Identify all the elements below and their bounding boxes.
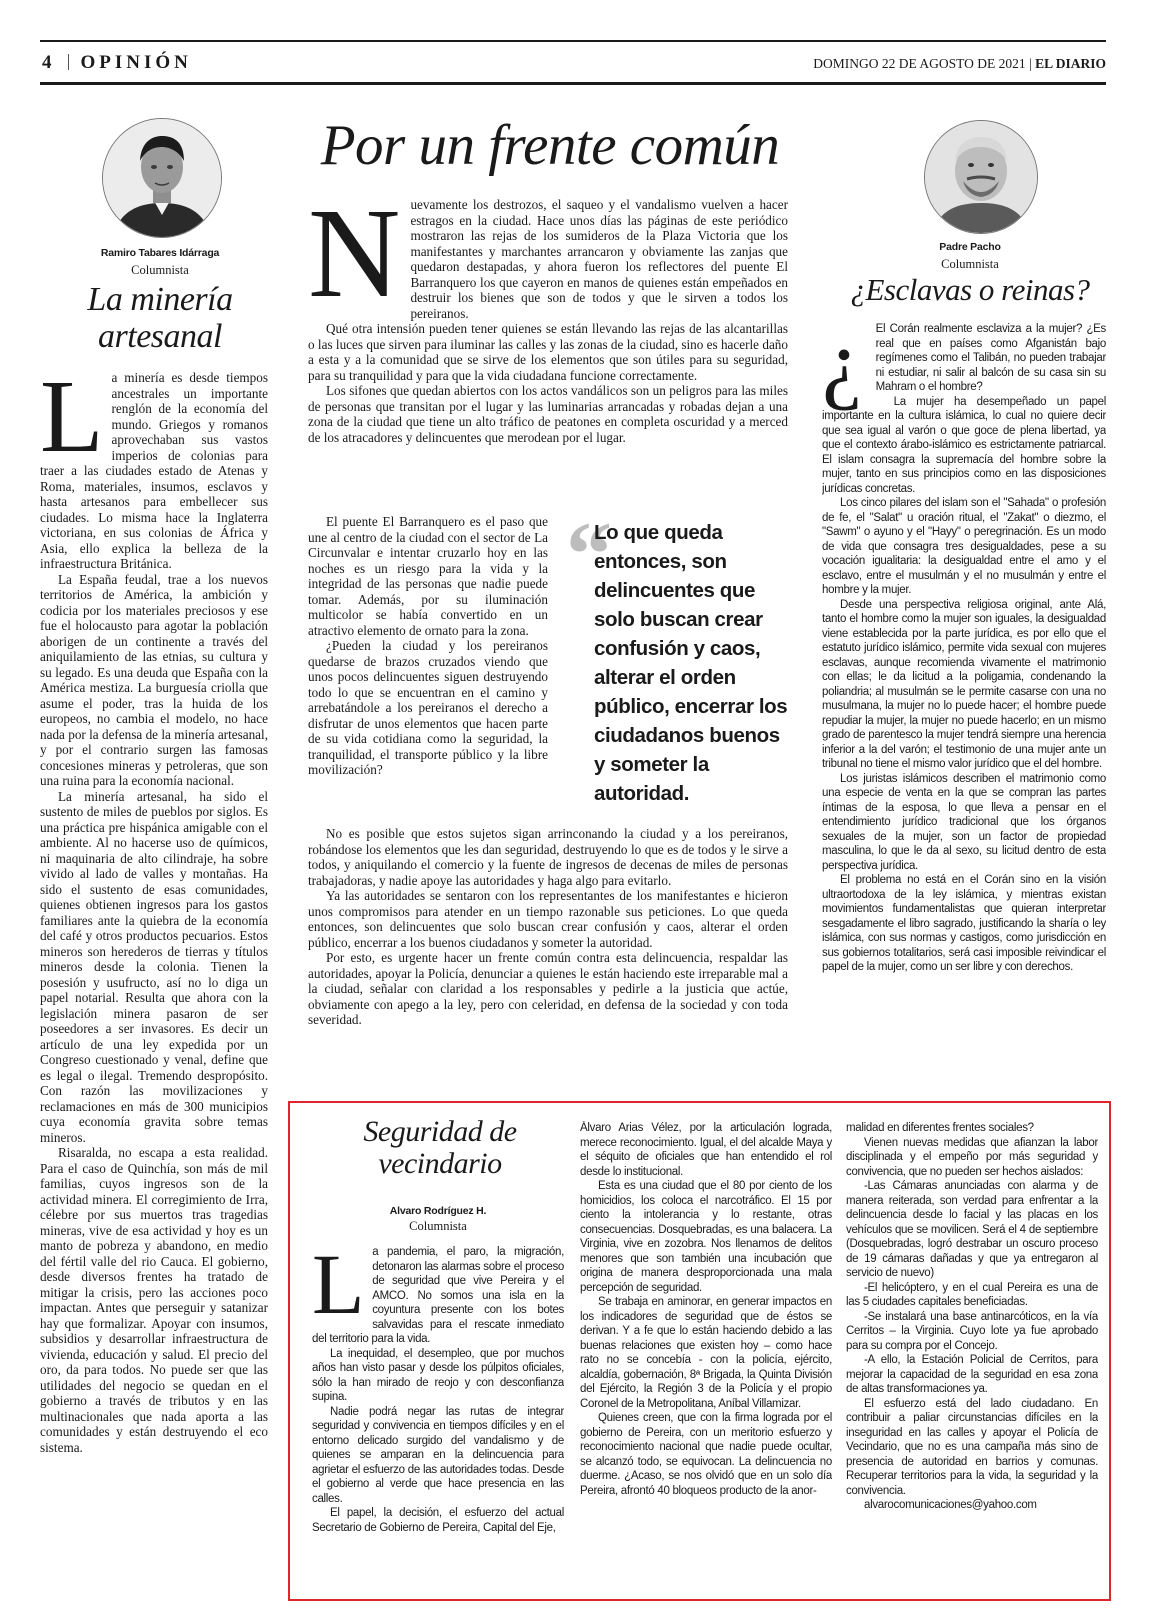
author-role-left: Columnista [131, 263, 189, 277]
paragraph: -Las Cámaras anunciadas con alarma y de manera reiterada, son verdad para enfrentar a la delincuencia desde lo facial y las placas en los vehículos que se movilicen. Será el 4 de septiembre (Dosquebradas, logró destrabar un oscuro proceso de 19 cámaras dañadas y que ya entregaron al servicio de nuevo) [846, 1180, 1098, 1279]
paragraph: El esfuerzo está del lado ciudadano. En contribuir a paliar circunstancias difíciles en la inseguridad en las calles y apoyar el Policía de Vecindario, que no es una campaña más sino de presencia de autoridad en barrios y comunas. Recuperar territorios para la vida, la seguridad y la convivencia. [846, 1397, 1098, 1497]
paragraph: uevamente los destrozos, el saqueo y el vandalismo vuelven a hacer estragos en la ciudad. Hace unos días las páginas de este periódico mostraron las rejas de los sumideros de la Plaza Victoria que los manifestantes y marchantes arrancaron y obviamente las zanjas que quedaron destapadas, y ahora fueron los reflectores del puente El Barranquero los que cayeron en manos de quienes están empeñados en destruir los bienes que son de todos y que le sirven a todos los pereiranos. [410, 197, 788, 321]
quote-mark-icon: “ [566, 503, 612, 605]
paragraph: Risaralda, no escapa a esta realidad. Para el caso de Quinchía, son más de mil familias, cuyos ingresos son de la actividad minera. El corregimiento de Irra, célebre por sus muertos tras tragedias mineras, vive de esa actividad y hoy es un manto de pobreza y abandono, en medio del fértil valle del rio Cauca. El gobierno, desde diversos frentes ha tratado de mitigar la crisis, pero las acciones poco impactan. Antes que perseguir y satanizar hay que formalizar. Apoyar con insumos, subsidios y desarrollar infraestructura de vivienda, educación y salud. El precio del oro, da para todos. No puede ser que las utilidades del negocio se quedan en el gobierno a través de tributos y en las multinacionales que nada aporta a las comunidades y están destruyendo el eco sistema. [40, 1145, 268, 1455]
paragraph: a minería es desde tiempos ancestrales un importante renglón de la economía del mundo. Griegos y romanos aprovechaban sus vastos imperios de colonias para traer a las ciudades estado de Atenas y Roma, materiales, insumos, esclavos y hasta artesanos para embellecer sus ciudades. Lo misma hace la Inglaterra victoriana, en sus colonias de África y Asia, ello explica la belleza de la infraestructura Británica. [40, 370, 268, 571]
author-name-right: Padre Pacho [939, 241, 1001, 253]
paragraph: El Corán realmente esclaviza a la mujer? ¿Es real que en países como Afganistán bajo regímenes como el Talibán, no pueden trabajar ni estudiar, ni salir al balcón de su casa sin su Mahram o el hombre? [875, 323, 1106, 393]
article-body-center-bottom [308, 826, 788, 1096]
page-header-right: DOMINGO 22 DE AGOSTO DE 2021 | EL DIARIO [813, 56, 1106, 71]
paragraph: -El helicóptero, y en el cual Pereira es una de las 5 ciudades capitales beneficiadas. [846, 1281, 1098, 1308]
paragraph: La inequidad, el desempleo, que por muchos años han visto pasar y desde los púlpitos oficiales, sólo la han mirado de reojo y con desconfianza supina. [312, 1347, 564, 1403]
paragraph: Nadie podrá negar las rutas de integrar seguridad y convivencia en tiempos difíciles y en el entorno delicado surgido del vandalismo y de quienes se amparan en la delincuencia para agrietar el esfuerzo de las autoridades todas. Desde el gobierno al verde que hace presencia en las calles. [312, 1405, 564, 1505]
top-rule [40, 40, 1106, 42]
paragraph: Los sifones que quedan abiertos con los actos vandálicos son un peligros para las miles de personas que transitan por el lugar y las luminarias arrancadas y robadas dejan a una zona de la ciudad que tiene un alto tráfico de peatones en completa oscuridad y a merced de los atracadores y delincuentes que merodean por el lugar. [308, 383, 788, 445]
paragraph: La minería artesanal, ha sido el sustento de miles de pueblos por siglos. Es una práctica pre hispánica amigable con el ambiente. Al no hacerse uso de químicos, ni maquinaria de alto cilindraje, ha sobre vivido al lado de valles y montañas. Ha sido el sustento de esas comunidades, quienes obtienen ingresos para los gastos familiares ante la quiebra de la economía del café y otros productos pecuarios. Estos mineros son herederos de tierras y títulos mineros desde la colonia. Tienen la posesión y usufructo, así no lo diga un papel notarial. Resulta que ahora con la legislación minera pasaron de ser poseedores a ser invasores. Es decir un artículo de una ley expedida por un Congreso cuestionado y venal, define que es legal o ilegal. Tremendo despropósito. Con razón las movilizaciones y reclamaciones en más de 300 municipios cuya economía gravita sobre temas mineros. [40, 788, 268, 1145]
paragraph: Se trabaja en aminorar, en generar impactos en los indicadores de seguridad que de éstos se derivan. Y a fe que lo están haciendo debido a las buenas relaciones que existen hoy – como hace rato no se concebía - con la policía, ejército, alcaldía, gobernación, 8ª Brigada, la Quinta División del Ejército, la Región 3 de la Policía y el propio Coronel de la Metropolitana, Aníbal Villamizar. [580, 1296, 832, 1410]
dropcap-left: L [40, 370, 104, 474]
dropcap-right: ¿ [822, 322, 862, 412]
page-number: 4 [42, 52, 56, 73]
paragraph: Los juristas islámicos describen el matrimonio como una especie de venta en la que se compran las partes íntimas de la esposa, lo que lleva a pensar en el entendimiento jurídico tradicional que los órganos sexuales de la mujer, son un factor de propiedad masculina, lo que le da al sexo, su licitud dentro de esta perspectiva jurídica. [822, 772, 1106, 872]
paragraph: a pandemia, el paro, la migración, detonaron las alarmas sobre el proceso de seguridad que vive Pereira y el AMCO. No somos una isla en la coyuntura presente con los botes salvavidas para el rescate inmediato del territorio para la vida. [312, 1246, 564, 1345]
article-title-right: ¿Esclavas o reinas? [850, 272, 1090, 307]
author-photo-right [924, 120, 1038, 234]
article-title-center: Por un frente común [320, 114, 780, 177]
paragraph: Vienen nuevas medidas que afianzan la labor disciplinada y el empeño por más seguridad y convivencia, que no pueden ser hechos aislados: [846, 1136, 1098, 1178]
article-body-bottom-col3 [846, 1121, 1098, 1587]
article-body-bottom-col1 [312, 1245, 564, 1587]
author-email[interactable]: alvarocomunicaciones@yahoo.com [864, 1499, 1037, 1511]
paragraph: Ya las autoridades se sentaron con los representantes de los manifestantes e hicieron unos compromisos para atender en un tiempo razonable sus peticiones. Lo que queda entonces, son delincuentes que solo buscan crear confusión y caos, alterar el orden público, encerrar a los buenos ciudadanos y someter la autoridad. [308, 888, 788, 950]
header-separator [68, 54, 69, 70]
paragraph: -Se instalará una base antinarcóticos, en la vía Cerritos – la Virginia. Cuyo lote ya fue aprobado para su compra por el Concejo. [846, 1310, 1098, 1352]
author-photo-left [102, 118, 222, 238]
author-role-bottom: Columnista [409, 1219, 467, 1233]
header-rule [40, 82, 1106, 85]
paragraph: -A ello, la Estación Policial de Cerritos, para mejorar la capacidad de la seguridad en esa zona de altas transformaciones ya. [846, 1354, 1098, 1395]
article-title-bottom: Seguridad de vecindario [363, 1115, 517, 1181]
article-body-left [40, 370, 268, 1520]
paragraph: El problema no está en el Corán sino en la visión ultraortodoxa de la ley islámica, y mientras existan movimientos fundamentalistas que quieran interpretar sesgadamente el libro sagrado, justificando la sharía o ley islámica, con sus normas y castigos, como jurisdicción en sus gobiernos totalitarios, será casi imposible reivindicar el papel de la mujer, como un ser libre y con derechos. [822, 874, 1106, 973]
paragraph: ¿Pueden la ciudad y los pereiranos quedarse de brazos cruzados viendo que unos pocos delincuentes siguen destruyendo todo lo que se encuentran en el camino y arrebatándole a los pereiranos el derecho a disfrutar de unos elementos que hacen parte de su vida cotidiana como la seguridad, la tranquilidad, el transporte público y la libre movilización? [308, 638, 548, 777]
article-body-bottom-col2 [580, 1121, 832, 1587]
issue-date: DOMINGO 22 DE AGOSTO DE 2021 [813, 56, 1026, 71]
newspaper-name: EL DIARIO [1035, 56, 1106, 71]
paragraph: Quienes creen, que con la firma lograda por el gobierno de Pereira, con un meritorio esfuerzo y reconocimiento nacional que nadie puede ocultar, se alcanzó todo, se equivocan. La delincuencia no duerme. ¿Acaso, se nos olvidó que en un solo día Pereira, afrontó 40 bloqueos producto de la anor- [580, 1412, 832, 1497]
man-portrait-icon [103, 119, 221, 237]
pull-quote: Lo que queda entonces, son delincuentes que solo buscan crear confusión y caos, alterar el orden público, encerrar los ciudadanos buenos y someter la autoridad. [594, 521, 788, 805]
paragraph: Por esto, es urgente hacer un frente común contra esta delincuencia, respaldar las autoridades, apoyar la Policía, denunciar a quienes le están haciendo este irreparable mal a la ciudad, señalar con claridad a los responsables y pedirle a la justicia que actúe, obviamente con apego a la ley, pero con celeridad, en defensa de la sociedad y con toda severidad. [308, 950, 788, 1027]
author-name-bottom: Alvaro Rodríguez H. [389, 1205, 487, 1217]
paragraph: El papel, la decisión, el esfuerzo del actual Secretario de Gobierno de Pereira, Capital del Eje, [312, 1507, 564, 1534]
dropcap-bottom: L [312, 1245, 365, 1332]
paragraph: malidad en diferentes frentes sociales? [846, 1122, 1034, 1134]
article-body-center-narrow [308, 514, 548, 824]
paragraph: El puente El Barranquero es el paso que une al centro de la ciudad con el sector de La Circunvalar e intentar cruzarlo hoy en las noches es un riesgo para la vida y la integridad de las personas que nadie puede tomar. Además, por su iluminación multicolor se había convertido en un atractivo elemento de ornato para la zona. [308, 514, 548, 638]
article-title-left: La minería artesanal [87, 281, 233, 355]
paragraph: Qué otra intensión pueden tener quienes se están llevando las rejas de las alcantarillas o las luces que sirven para iluminar las calles y las zonas de la ciudad, sino es hacerle daño a esta y a la comunidad que se sirve de los elementos que son útiles para su seguridad, para su tranquilidad y para que la vida ciudadana funcione correctamente. [308, 321, 788, 383]
paragraph: La mujer ha desempeñado un papel importante en la cultura islámica, lo cual no quiere decir que sea igual al varón o que goce de plena libertad, ya que el contexto árabo-islámico es estrictamente patriarcal. El islam consagra la supremacía del hombre sobre la mujer, tanto en sus principios como en las disposiciones jurídicas concretas. [822, 395, 1106, 495]
paragraph: Los cinco pilares del islam son el "Sahada" o profesión de fe, el "Salat" u oración ritual, el "Zakat" o diezmo, el "Sawm" o ayuno y el "Hayy" o peregrinación. Es un modo de vida que consagra tres desigualdades, pese a su vocación igualitaria: la desigualdad entre el amo y el esclavo, entre el musulmán y el no musulmán y entre el hombre y la mujer. [822, 497, 1106, 596]
section-name: OPINIÓN [80, 52, 192, 73]
paragraph: La España feudal, trae a los nuevos territorios de América, la ambición y codicia por los materiales preciosos y ese fue el holocausto para agotar la población aborigen de un continente a través del aniquilamiento de las etnias, su cultura y su legado. Es una deuda que España con la América mestiza. La burguesía criolla que asume el poder, tras la huida de los europeos, no cambia el modelo, no hace nada por la defensa de la minería artesanal, y por el contrario surgen las famosas concesiones mineras y petroleras, que son una ruina para la economía nacional. [40, 571, 268, 788]
page-header-left [42, 52, 192, 74]
paragraph: No es posible que estos sujetos sigan arrinconando la ciudad y a los pereiranos, robándose los elementos que les dan seguridad, destruyendo lo que es de todos y le sirve a todos, y aniquilando el comercio y la fuente de ingresos de decenas de miles de personas trabajadoras, y nadie apoye las autoridades y haga algo para evitarlo. [308, 826, 788, 888]
paragraph: Esta es una ciudad que el 80 por ciento de los homicidios, los coloca el narcotráfico. El 15 por ciento la intolerancia y lo restante, otras consecuencias. Dosquebradas, es una balacera. La Virginia, vive en zozobra. Nos llenamos de delitos menores que son también una incubación que origina de manera desproporcionada una mala percepción de seguridad. [580, 1180, 832, 1294]
article-body-center-top [308, 197, 788, 514]
author-name-left: Ramiro Tabares Idárraga [100, 247, 220, 259]
article-body-right [822, 322, 1106, 1092]
dropcap-center: N [308, 197, 401, 324]
author-role-right: Columnista [941, 257, 999, 271]
man-portrait-icon [925, 121, 1037, 233]
paragraph: Desde una perspectiva religiosa original, ante Alá, tanto el hombre como la mujer son iguales, la desigualdad viene establecida por la parte jurídica, es por ello que el estatuto jurídico islámico, permite vida sexual con mujeres esclavas, aunque recomienda vivamente el matrimonio con ellas; le da licitud a la poligamia, condenando la poliandria; al musulmán se le permite casarse con una no musulmana, la mujer no lo puede hacer; el hombre puede repudiar la mujer, la mujer no puede hacerlo; en un mismo grado de parentesco la mujer tendrá siempre una herencia inferior a la del varón; el testimonio de una mujer ante un tribunal no tiene el mismo valor jurídico que el del hombre. [822, 598, 1106, 770]
paragraph: Álvaro Arias Vélez, por la articulación lograda, merece reconocimiento. Igual, el del alcalde Maya y el séquito de oficiales que han entendido el rol desde lo institucional. [580, 1122, 832, 1178]
